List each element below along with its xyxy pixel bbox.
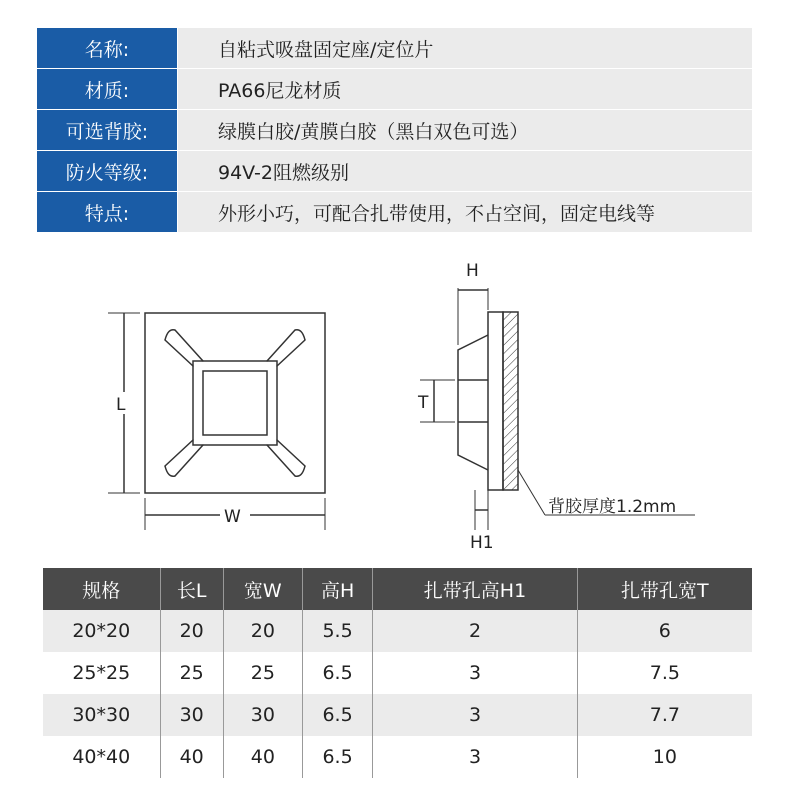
spec-value: 自粘式吸盘固定座/定位片 [178,28,752,68]
cell: 30*30 [43,694,160,736]
cell: 7.7 [577,694,752,736]
cell: 25 [160,652,223,694]
dim-label-T: T [418,393,429,413]
spec-row-name [37,28,752,68]
spec-row-features [37,192,752,232]
cell: 7.5 [577,652,752,694]
cell: 20 [160,610,223,652]
cell: 3 [373,652,577,694]
cell: 30 [223,694,302,736]
spec-row-material [37,69,752,109]
dim-label-L: L [116,395,126,415]
spec-label: 特点: [37,192,178,232]
cell: 6.5 [302,694,372,736]
spec-value: 绿膜白胶/黄膜白胶（黑白双色可选） [178,110,752,150]
cell: 40*40 [72,746,131,768]
spec-value: 外形小巧，可配合扎带使用，不占空间，固定电线等 [178,192,752,232]
cell: 6.5 [302,652,372,694]
spec-value: 94V-2阻燃级别 [178,151,752,191]
cell: 40 [160,736,223,778]
spec-row-adhesive [37,110,752,150]
header-cell: 宽W [223,568,302,610]
header-cell: 规格 [43,568,160,610]
header-cell: 扎带孔高H1 [373,568,577,610]
cell: 40 [223,736,302,778]
spec-value: PA66尼龙材质 [178,69,752,109]
table-row [43,694,752,736]
cell: 3 [373,694,577,736]
table-row [43,610,752,652]
dim-label-W: W [224,507,241,527]
cell: 10 [577,736,752,778]
dim-label-H: H [466,261,479,281]
dimension-table [43,568,752,778]
cell: 3 [373,736,577,778]
cell: 2 [373,610,577,652]
spec-table [37,28,752,233]
header-cell: 高H [302,568,372,610]
side-view-drawing [420,288,695,530]
cell: 20 [223,610,302,652]
table-row [43,736,752,778]
spec-row-fire-rating [37,151,752,191]
cell: 25*25 [72,662,131,684]
spec-label: 名称: [37,28,178,68]
header-cell: 长L [160,568,223,610]
cell: 30 [160,694,223,736]
table-row [43,652,752,694]
top-view-drawing [108,313,325,530]
dim-label-H1: H1 [470,533,494,553]
adhesive-thickness-note: 背胶厚度1.2mm [548,497,677,517]
cell: 25 [223,652,302,694]
cell: 6.5 [302,736,372,778]
cell: 5.5 [302,610,372,652]
cell: 6 [577,610,752,652]
header-cell: 扎带孔宽T [577,568,752,610]
table-header [43,568,752,610]
spec-label: 可选背胶: [37,110,178,150]
spec-label: 材质: [37,69,178,109]
spec-label: 防火等级: [37,151,178,191]
cell: 20*20 [43,610,160,652]
dimension-diagram [0,250,800,560]
